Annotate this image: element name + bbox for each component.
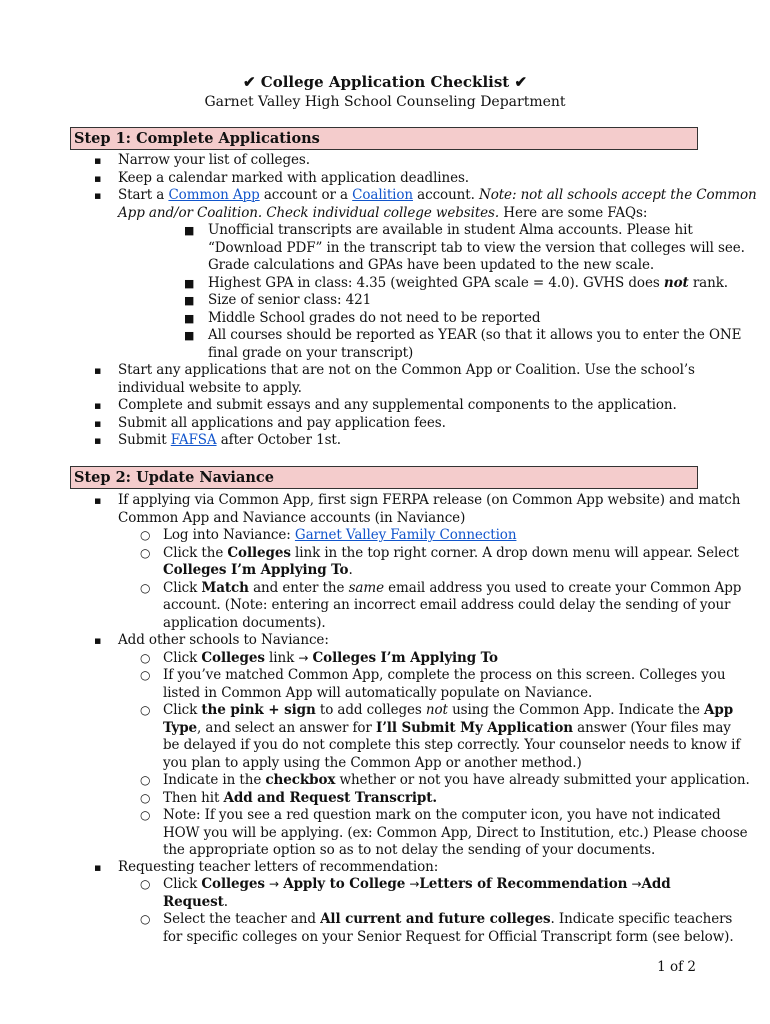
common-app-link[interactable]: Common App bbox=[168, 187, 260, 203]
step2-sub-note: Note: If you see a red question mark on the computer icon, you have not indicated bbox=[163, 807, 721, 823]
step2-sub-pink-sign: Click the pink + sign to add colleges not using the Common App. Indicate the App bbox=[163, 702, 734, 718]
step1-item-start-account: Start a Common App account or a Coalition account. Note: not all schools accept the Common bbox=[118, 187, 757, 203]
step2-sub-click-colleges: Click Colleges link → Colleges I’m Applying To bbox=[163, 650, 498, 666]
faq-class-size: Size of senior class: 421 bbox=[208, 292, 372, 308]
step2-sub-match: Click Match and enter the same email address you used to create your Common App bbox=[163, 580, 742, 596]
step1-item-other-apps: Start any applications that are not on the Common App or Coalition. Use the school’s bbox=[118, 362, 695, 378]
faq-gpa: Highest GPA in class: 4.35 (weighted GPA scale = 4.0). GVHS does not rank. bbox=[208, 275, 729, 291]
square-bullet-icon: ▪ bbox=[94, 154, 102, 167]
step2-sub-pink-sign-line3: be delayed if you do not complete this step correctly. Your counselor needs to know if bbox=[163, 737, 741, 753]
faq-transcripts: Unofficial transcripts are available in student Alma accounts. Please hit bbox=[208, 222, 693, 238]
circle-bullet-icon: ○ bbox=[140, 877, 151, 891]
family-connection-link[interactable]: Garnet Valley Family Connection bbox=[294, 527, 517, 543]
square-bullet-icon: ▪ bbox=[94, 494, 102, 507]
step2-sub-letters-path: Click Colleges → Apply to College →Letters of Recommendation →Add bbox=[163, 876, 671, 892]
step2-sub-match-line3: application documents). bbox=[163, 615, 326, 631]
step1-item-narrow-list: Narrow your list of colleges. bbox=[118, 152, 310, 168]
circle-bullet-icon: ○ bbox=[140, 528, 151, 542]
document-subtitle: Garnet Valley High School Counseling Department bbox=[204, 94, 566, 110]
right-arrow-icon: → bbox=[269, 877, 280, 891]
step2-sub-checkbox: Indicate in the checkbox whether or not you have already submitted your application. bbox=[163, 772, 750, 788]
right-arrow-icon: → bbox=[631, 877, 642, 891]
page-number: 1 of 2 bbox=[657, 959, 696, 975]
step2-sub-pink-sign-line2: Type, and select an answer for I’ll Submit My Application answer (Your files may bbox=[163, 720, 731, 736]
step1-item-other-apps-line2: individual website to apply. bbox=[118, 380, 302, 396]
step1-item-calendar: Keep a calendar marked with application deadlines. bbox=[118, 170, 470, 186]
circle-bullet-icon: ○ bbox=[140, 808, 151, 822]
step2-sub-request-transcript: Then hit Add and Request Transcript. bbox=[163, 790, 437, 806]
right-arrow-icon: → bbox=[409, 877, 420, 891]
step2-item-ferpa-line2: Common App and Naviance accounts (in Naviance) bbox=[118, 510, 466, 526]
step2-sub-colleges-link-line2: Colleges I’m Applying To. bbox=[163, 562, 353, 578]
faq-middle-school: Middle School grades do not need to be reported bbox=[208, 310, 541, 326]
step2-sub-note-line2: HOW you will be applying. (ex: Common App, Direct to Institution, etc.) Please choose bbox=[163, 825, 748, 841]
step2-sub-letters-path-line2: Request. bbox=[163, 894, 228, 910]
step1-item-start-account-cont: App and/or Coalition. Check individual college websites. Here are some FAQs: bbox=[118, 205, 648, 221]
step1-item-submit-fees: Submit all applications and pay application fees. bbox=[118, 415, 446, 431]
faq-courses-year-line2: final grade on your transcript) bbox=[208, 345, 414, 361]
step2-sub-select-teacher: Select the teacher and All current and future colleges. Indicate specific teachers bbox=[163, 911, 733, 927]
circle-bullet-icon: ○ bbox=[140, 546, 151, 560]
document-title: ✔ College Application Checklist ✔ bbox=[242, 73, 528, 91]
filled-square-bullet-icon: ■ bbox=[184, 312, 195, 325]
faq-transcripts-line3: Grade calculations and GPAs have been updated to the new scale. bbox=[208, 257, 655, 273]
circle-bullet-icon: ○ bbox=[140, 703, 151, 717]
step2-sub-matched-line2: listed in Common App will automatically populate on Naviance. bbox=[163, 685, 593, 701]
square-bullet-icon: ▪ bbox=[94, 861, 102, 874]
step2-header: Step 2: Update Naviance bbox=[70, 466, 698, 489]
step1-header: Step 1: Complete Applications bbox=[70, 127, 698, 150]
faq-courses-year: All courses should be reported as YEAR (so that it allows you to enter the ONE bbox=[208, 327, 742, 343]
square-bullet-icon: ▪ bbox=[94, 172, 102, 185]
step2-sub-note-line3: the appropriate option so as to not delay the sending of your documents. bbox=[163, 842, 656, 858]
circle-bullet-icon: ○ bbox=[140, 773, 151, 787]
step2-item-add-schools: Add other schools to Naviance: bbox=[118, 632, 329, 648]
step2-sub-pink-sign-line4: you plan to apply using the Common App or another method.) bbox=[163, 755, 582, 771]
square-bullet-icon: ▪ bbox=[94, 364, 102, 377]
square-bullet-icon: ▪ bbox=[94, 189, 102, 202]
circle-bullet-icon: ○ bbox=[140, 651, 151, 665]
circle-bullet-icon: ○ bbox=[140, 912, 151, 926]
circle-bullet-icon: ○ bbox=[140, 668, 151, 682]
filled-square-bullet-icon: ■ bbox=[184, 294, 195, 307]
fafsa-link[interactable]: FAFSA bbox=[170, 432, 217, 448]
step1-item-fafsa: Submit FAFSA after October 1st. bbox=[118, 432, 341, 448]
filled-square-bullet-icon: ■ bbox=[184, 224, 195, 237]
filled-square-bullet-icon: ■ bbox=[184, 329, 195, 342]
faq-transcripts-line2: “Download PDF” in the transcript tab to view the version that colleges will see. bbox=[208, 240, 745, 256]
square-bullet-icon: ▪ bbox=[94, 417, 102, 430]
step2-sub-match-line2: account. (Note: entering an incorrect email address could delay the sending of your bbox=[163, 597, 731, 613]
step2-sub-select-teacher-line2: for specific colleges on your Senior Request for Official Transcript form (see below). bbox=[163, 929, 734, 945]
square-bullet-icon: ▪ bbox=[94, 634, 102, 647]
square-bullet-icon: ▪ bbox=[94, 399, 102, 412]
step2-item-recommendation: Requesting teacher letters of recommendation: bbox=[118, 859, 439, 875]
right-arrow-icon: → bbox=[298, 651, 309, 665]
filled-square-bullet-icon: ■ bbox=[184, 277, 195, 290]
step1-item-essays: Complete and submit essays and any supplemental components to the application. bbox=[118, 397, 677, 413]
coalition-link[interactable]: Coalition bbox=[352, 187, 413, 203]
square-bullet-icon: ▪ bbox=[94, 434, 102, 447]
step2-sub-login: Log into Naviance: Garnet Valley Family Connection bbox=[163, 527, 517, 543]
step2-sub-colleges-link: Click the Colleges link in the top right corner. A drop down menu will appear. Select bbox=[163, 545, 739, 561]
circle-bullet-icon: ○ bbox=[140, 791, 151, 805]
circle-bullet-icon: ○ bbox=[140, 581, 151, 595]
step2-sub-matched: If you’ve matched Common App, complete the process on this screen. Colleges you bbox=[163, 667, 726, 683]
step2-item-ferpa: If applying via Common App, first sign FERPA release (on Common App website) and match bbox=[118, 492, 741, 508]
